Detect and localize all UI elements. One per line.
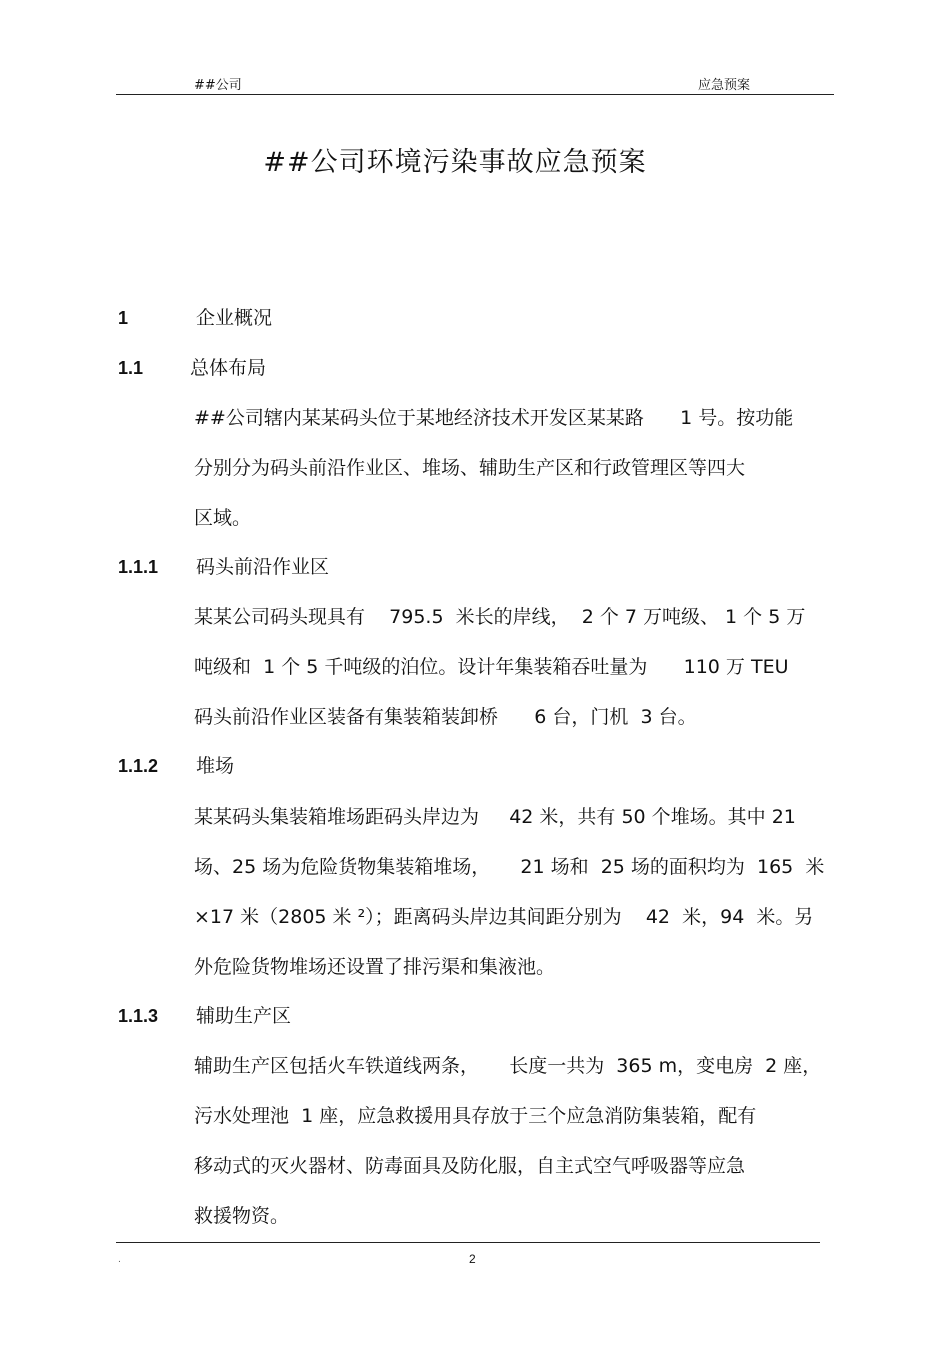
footer-divider (116, 1242, 820, 1243)
paragraph-line: 某某码头集装箱堆场距码头岸边为 42 米，共有 50 个堆场。其中 21 (194, 806, 796, 828)
footer-mark: . (118, 1255, 121, 1265)
section-title: 码头前沿作业区 (196, 556, 330, 578)
paragraph-line: 场、25 场为危险货物集装箱堆场， 21 场和 25 场的面积均为 165 米 (194, 856, 825, 878)
paragraph-line: 移动式的灭火器材、防毒面具及防化服，自主式空气呼吸器等应急 (194, 1155, 746, 1177)
page-header (116, 72, 834, 95)
section-title: 堆场 (196, 755, 235, 777)
document-title: ##公司环境污染事故应急预案 (263, 147, 647, 178)
section-number: 1.1.3 (118, 1006, 159, 1026)
paragraph-line: 某某公司码头现具有 795.5 米长的岸线， 2 个 7 万吨级、 1 个 5 万 (194, 606, 806, 628)
paragraph-line: 分别分为码头前沿作业区、堆场、辅助生产区和行政管理区等四大 (194, 457, 746, 479)
paragraph-line: 吨级和 1 个 5 千吨级的泊位。设计年集装箱吞吐量为 110 万 TEU (194, 656, 789, 678)
section-title: 辅助生产区 (196, 1005, 292, 1027)
section-title: 企业概况 (196, 307, 273, 329)
section-number: 1.1.2 (118, 756, 159, 776)
paragraph-line: 救援物资。 (194, 1205, 290, 1227)
section-number: 1 (118, 308, 129, 328)
paragraph-line: 码头前沿作业区装备有集装箱装卸桥 6 台，门机 3 台。 (194, 706, 697, 728)
section-title: 总体布局 (190, 357, 267, 379)
paragraph-line: 污水处理池 1 座，应急救援用具存放于三个应急消防集装箱，配有 (194, 1105, 757, 1127)
paragraph-line: 辅助生产区包括火车铁道线两条， 长度一共为 365 m，变电房 2 座， (194, 1055, 822, 1077)
paragraph-line: ×17 米（2805 米 ²）；距离码头岸边其间距分别为 42 米，94 米。另 (194, 906, 814, 928)
paragraph-line: 外危险货物堆场还设置了排污渠和集液池。 (194, 956, 556, 978)
paragraph-line: ##公司辖内某某码头位于某地经济技术开发区某某路 1 号。按功能 (194, 407, 794, 429)
header-doc-type: 应急预案 (697, 78, 750, 93)
page-number: 2 (469, 1252, 476, 1266)
section-number: 1.1 (118, 358, 144, 378)
paragraph-line: 区域。 (194, 507, 252, 529)
section-number: 1.1.1 (118, 557, 159, 577)
header-company: ##公司 (194, 78, 242, 93)
